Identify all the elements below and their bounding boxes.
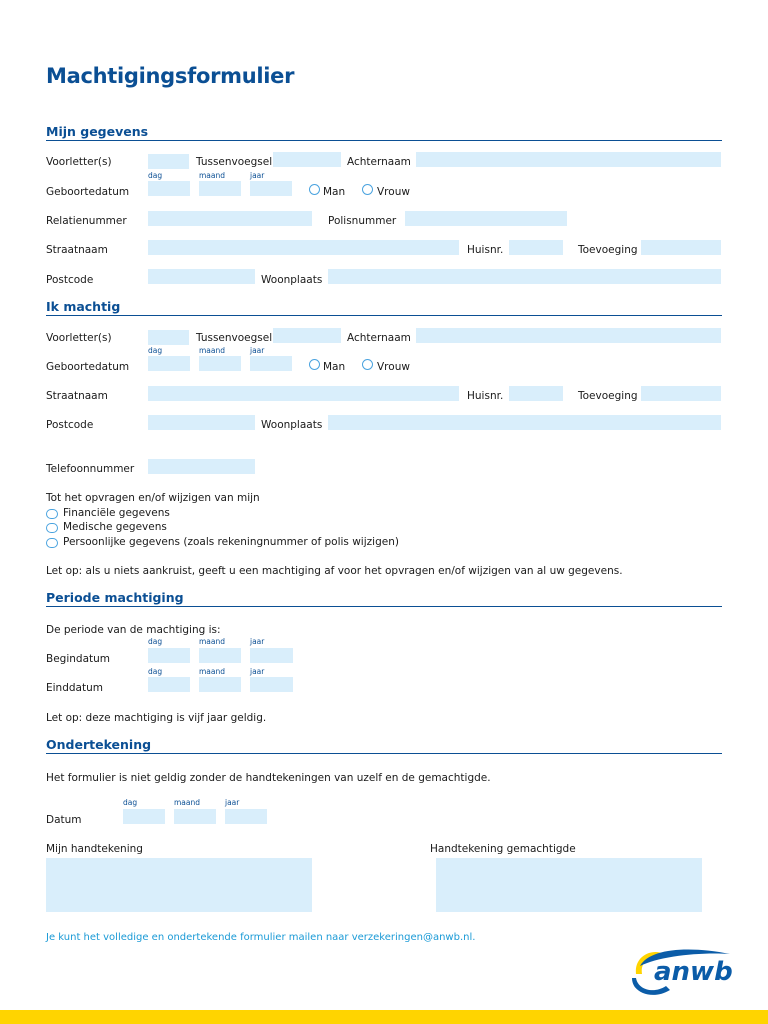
handtekening-gemachtigde-field[interactable] <box>436 858 702 912</box>
polisnummer-field[interactable] <box>405 211 567 226</box>
financiele-checkbox[interactable] <box>46 509 58 519</box>
dag-hint: dag <box>148 637 163 646</box>
footer-mail-note: Je kunt het volledige en ondertekende formulier mailen naar verzekeringen@anwb.nl. <box>46 932 476 943</box>
achternaam-field[interactable] <box>416 328 721 343</box>
begin-dag-field[interactable] <box>148 648 190 663</box>
dag-hint: dag <box>148 667 163 676</box>
jaar-hint: jaar <box>225 798 240 807</box>
eind-jaar-field[interactable] <box>250 677 293 692</box>
man-radio[interactable] <box>309 184 320 195</box>
datum-jaar-field[interactable] <box>225 809 267 824</box>
jaar-hint: jaar <box>250 171 265 180</box>
postcode-field[interactable] <box>148 269 255 284</box>
polisnummer-label: Polisnummer <box>328 215 397 227</box>
telefoonnummer-label: Telefoonnummer <box>46 463 135 475</box>
maand-hint: maand <box>199 346 226 355</box>
jaar-hint: jaar <box>250 667 265 676</box>
letop-geldig-note: Let op: deze machtiging is vijf jaar geldig. <box>46 712 267 724</box>
datum-dag-field[interactable] <box>123 809 165 824</box>
maand-field[interactable] <box>199 181 241 196</box>
maand-field[interactable] <box>199 356 241 371</box>
achternaam-field[interactable] <box>416 152 721 167</box>
section-periode: Periode machtiging <box>46 590 184 605</box>
section-divider <box>46 315 722 316</box>
maand-hint: maand <box>199 637 226 646</box>
tussenvoegsel-label: Tussenvoegsel <box>196 156 273 168</box>
begin-jaar-field[interactable] <box>250 648 293 663</box>
huisnr-label: Huisnr. <box>467 244 504 256</box>
anwb-logo <box>630 944 736 1000</box>
datum-maand-field[interactable] <box>174 809 216 824</box>
dag-field[interactable] <box>148 181 190 196</box>
achternaam-label: Achternaam <box>347 332 411 344</box>
man-label: Man <box>323 186 346 198</box>
voorletters-label: Voorletter(s) <box>46 156 112 168</box>
section-divider <box>46 606 722 607</box>
medische-label: Medische gegevens <box>63 521 167 533</box>
straatnaam-field[interactable] <box>148 386 459 401</box>
maand-hint: maand <box>199 171 226 180</box>
huisnr-field[interactable] <box>509 240 563 255</box>
mijn-handtekening-field[interactable] <box>46 858 312 912</box>
eind-maand-field[interactable] <box>199 677 241 692</box>
toevoeging-label: Toevoeging <box>578 390 638 402</box>
relatienummer-field[interactable] <box>148 211 312 226</box>
mijn-handtekening-label: Mijn handtekening <box>46 843 143 855</box>
straatnaam-label: Straatnaam <box>46 390 108 402</box>
toevoeging-field[interactable] <box>641 240 721 255</box>
periode-intro: De periode van de machtiging is: <box>46 624 221 636</box>
huisnr-label: Huisnr. <box>467 390 504 402</box>
dag-hint: dag <box>148 346 163 355</box>
maand-hint: maand <box>199 667 226 676</box>
persoonlijke-checkbox[interactable] <box>46 538 58 548</box>
postcode-label: Postcode <box>46 274 94 286</box>
jaar-hint: jaar <box>250 346 265 355</box>
datum-label: Datum <box>46 814 82 826</box>
section-ondertekening: Ondertekening <box>46 737 152 752</box>
achternaam-label: Achternaam <box>347 156 411 168</box>
anwb-logo-icon <box>630 944 736 1000</box>
tussenvoegsel-field[interactable] <box>273 152 341 167</box>
tussenvoegsel-field[interactable] <box>273 328 341 343</box>
page-title: Machtigingsformulier <box>46 64 295 88</box>
letop-note: Let op: als u niets aankruist, geeft u een machtiging af voor het opvragen en/of wijzigen van al uw gegevens. <box>46 565 623 577</box>
straatnaam-label: Straatnaam <box>46 244 108 256</box>
man-label: Man <box>323 361 346 373</box>
logo-wordmark: anwb <box>654 957 733 987</box>
handtekening-gemachtigde-label: Handtekening gemachtigde <box>430 843 576 855</box>
begin-maand-field[interactable] <box>199 648 241 663</box>
jaar-hint: jaar <box>250 637 265 646</box>
postcode-label: Postcode <box>46 419 94 431</box>
woonplaats-field[interactable] <box>328 269 721 284</box>
section-divider <box>46 753 722 754</box>
straatnaam-field[interactable] <box>148 240 459 255</box>
voorletters-field[interactable] <box>148 154 189 169</box>
vrouw-label: Vrouw <box>377 361 410 373</box>
persoonlijke-label: Persoonlijke gegevens (zoals rekeningnummer of polis wijzigen) <box>63 536 399 548</box>
einddatum-label: Einddatum <box>46 682 103 694</box>
section-ik-machtig: Ik machtig <box>46 299 121 314</box>
geboortedatum-label: Geboortedatum <box>46 361 130 373</box>
woonplaats-field[interactable] <box>328 415 721 430</box>
dag-hint: dag <box>123 798 138 807</box>
postcode-field[interactable] <box>148 415 255 430</box>
section-mijn-gegevens: Mijn gegevens <box>46 124 149 139</box>
telefoonnummer-field[interactable] <box>148 459 255 474</box>
bottom-bar <box>0 1010 768 1024</box>
geboortedatum-label: Geboortedatum <box>46 186 130 198</box>
relatienummer-label: Relatienummer <box>46 215 127 227</box>
toevoeging-label: Toevoeging <box>578 244 638 256</box>
dag-field[interactable] <box>148 356 190 371</box>
woonplaats-label: Woonplaats <box>261 274 323 286</box>
vrouw-label: Vrouw <box>377 186 410 198</box>
maand-hint: maand <box>174 798 201 807</box>
voorletters-label: Voorletter(s) <box>46 332 112 344</box>
vrouw-radio[interactable] <box>362 184 373 195</box>
vrouw-radio[interactable] <box>362 359 373 370</box>
woonplaats-label: Woonplaats <box>261 419 323 431</box>
huisnr-field[interactable] <box>509 386 563 401</box>
jaar-field[interactable] <box>250 356 292 371</box>
tussenvoegsel-label: Tussenvoegsel <box>196 332 273 344</box>
man-radio[interactable] <box>309 359 320 370</box>
section-divider <box>46 140 722 141</box>
dag-hint: dag <box>148 171 163 180</box>
toevoeging-field[interactable] <box>641 386 721 401</box>
eind-dag-field[interactable] <box>148 677 190 692</box>
voorletters-field[interactable] <box>148 330 189 345</box>
financiele-label: Financiële gegevens <box>63 507 170 519</box>
niet-geldig-note: Het formulier is niet geldig zonder de handtekeningen van uzelf en de gemachtigde. <box>46 772 491 784</box>
begindatum-label: Begindatum <box>46 653 110 665</box>
jaar-field[interactable] <box>250 181 292 196</box>
medische-checkbox[interactable] <box>46 523 58 533</box>
opvragen-text: Tot het opvragen en/of wijzigen van mijn <box>46 492 260 504</box>
